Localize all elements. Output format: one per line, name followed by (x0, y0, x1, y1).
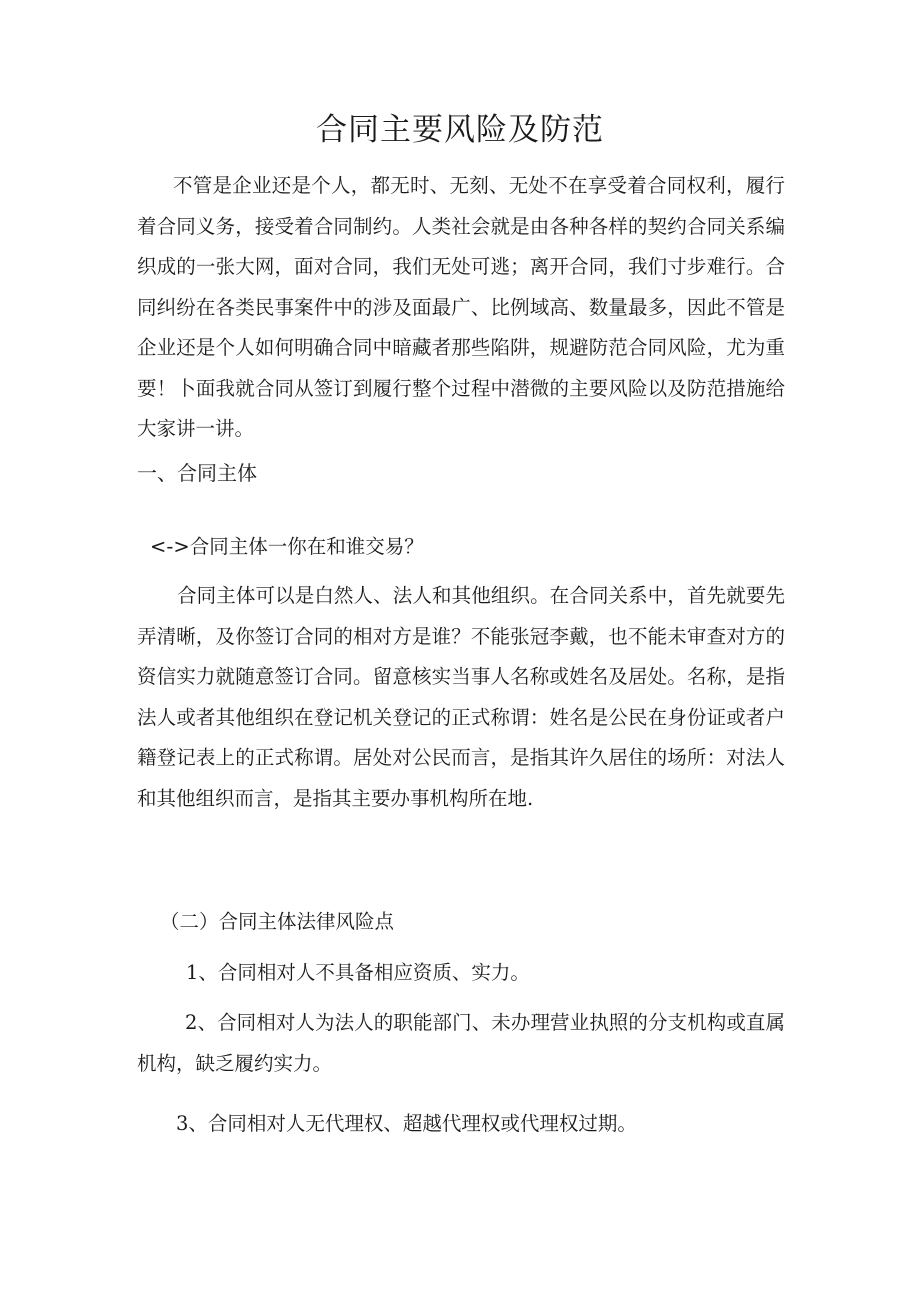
subsection-heading-who-you-trade-with: <->合同主体一你在和谁交易？ (150, 535, 424, 558)
risk-list-item: 2、合同相对人为法人的职能部门、未办理营业执照的分支机构或直属机构，缺乏履约实力。 (137, 1011, 785, 1075)
intro-paragraph: 不管是企业还是个人，都无时、无刻、无处不在享受着合同权利，履行着合同义务，接受着合同制约。人类社会就是由各种各样的契约合同关系编织成的一张大网，面对合同，我们无处可逃；离开合同，我们寸步难行。合同纠纷在各类民事案件中的涉及面最广、比例域高、数量最多，因此不管是企业还是个人如何明确合同中暗藏者那些陷阱，规避防范合同风险，尤为重要！卜面我就合同从签订到履行整个过程中潜微的主要风险以及防范措施给大家讲一讲。 (137, 174, 785, 440)
document-title: 合同主要风险及防范 (316, 112, 604, 148)
section-heading-contract-subject: 一、合同主体 (137, 461, 257, 485)
risk-list-item: 3、合同相对人无代理权、超越代理权或代理权过期。 (176, 1112, 637, 1135)
subsection-body-paragraph: 合同主体可以是白然人、法人和其他组织。在合同关系中，首先就要先弄清晰，及你签订合同的相对方是谁？不能张冠李戴，也不能未审查对方的资信实力就随意签订合同。留意核实当事人名称或姓名及居处。名称，是指法人或者其他组织在登记机关登记的正式称谓：姓名是公民在身份证或者户籍登记表上的正式称谓。居处对公民而言，是指其许久居住的场所：对法人和其他组织而言，是指其主要办事机构所在地. (137, 584, 785, 810)
subsection-heading-legal-risk-points: （二）合同主体法律风险点 (160, 910, 395, 933)
risk-list-item: 1、合同相对人不具备相应资质、实力。 (186, 961, 530, 984)
